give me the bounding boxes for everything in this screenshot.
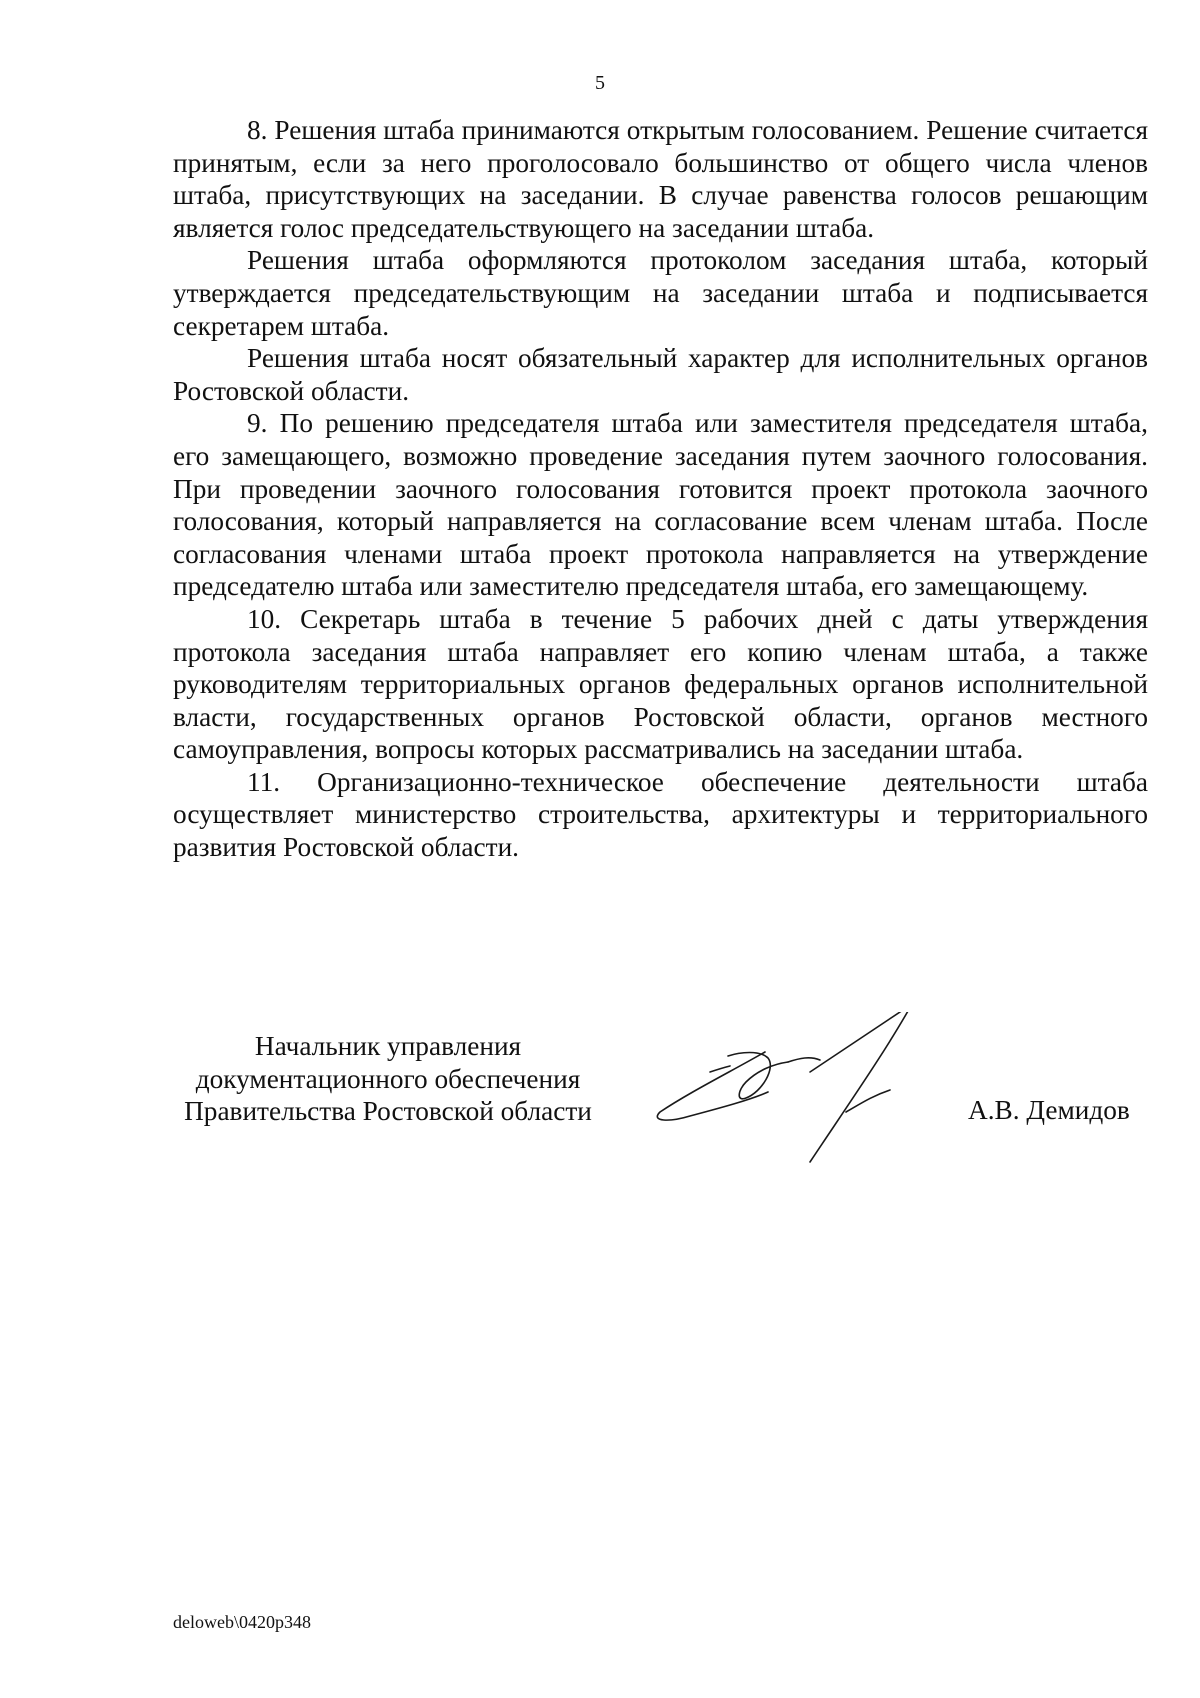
signer-name: А.В. Демидов <box>968 1095 1130 1125</box>
document-body <box>173 114 1148 864</box>
handwritten-signature <box>650 1012 950 1177</box>
signature-block <box>0 1030 1200 1190</box>
paragraph-10: 10. Секретарь штаба в течение 5 рабочих дней с даты утверждения протокола заседания штаба направляет его копию членам штаба, а также руководителям территориальных органов федеральных органов исполнительной власти, государственных органов Ростовской области, органов местного самоуправления, вопросы которых рассматривались на заседании штаба. <box>173 603 1148 765</box>
paragraph-9: 9. По решению председателя штаба или заместителя председателя штаба, его замещающего, возможно проведение заседания путем заочного голосования. При проведении заочного голосования готовится проект протокола заочного голосования, который направляется на согласование всем членам штаба. После согласования членами штаба проект протокола направляется на утверждение председателю штаба или заместителю председателя штаба, его замещающему. <box>173 408 1148 602</box>
paragraph-8-binding: Решения штаба носят обязательный характер для исполнительных органов Ростовской области. <box>173 343 1148 406</box>
footer-document-code: deloweb\0420p348 <box>173 1612 311 1632</box>
signer-title-line: документационного обеспечения <box>195 1063 581 1094</box>
page-number: 5 <box>595 72 605 94</box>
paragraph-11: 11. Организационно-техническое обеспечение деятельности штаба осуществляет министерство строительства, архитектуры и территориального развития Ростовской области. <box>173 766 1148 863</box>
signer-title <box>173 1030 603 1128</box>
signer-title-line: Начальник управления <box>254 1031 522 1061</box>
paragraph-8-protocol: Решения штаба оформляются протоколом заседания штаба, который утверждается председательствующим на заседании штаба и подписывается секретарем штаба. <box>173 245 1148 341</box>
signer-title-line: Правительства Ростовской области <box>184 1096 592 1127</box>
paragraph-8: 8. Решения штаба принимаются открытым голосованием. Решение считается принятым, если за него проголосовало большинство от общего числа членов штаба, присутствующих на заседании. В случае равенства голосов решающим является голос председательствующего на заседании штаба. <box>173 115 1148 243</box>
